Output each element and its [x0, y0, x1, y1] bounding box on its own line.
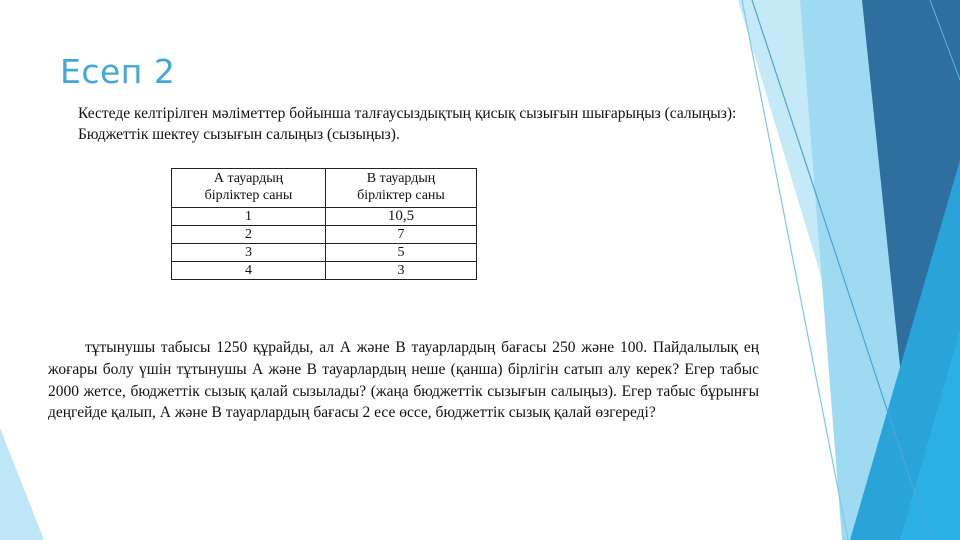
header-b-line1: В тауардың [366, 171, 436, 186]
intro-text [48, 103, 760, 145]
table-row [172, 244, 477, 262]
intro-line-2: Бюджеттік шектеу сызығын салыңыз (сызыңыз). [78, 126, 400, 143]
data-table [171, 168, 477, 280]
header-a-line1: А тауардың [213, 171, 284, 186]
slide-title: Есеп 2 [60, 52, 176, 91]
header-b-line2: бірліктер саны [357, 188, 445, 203]
table-cell-b: 5 [326, 244, 477, 262]
table-header-goods-b [326, 169, 477, 208]
left-accent-wedge [0, 428, 44, 540]
table-header-row [172, 169, 477, 208]
table-header-goods-a [172, 169, 326, 208]
table-row [172, 208, 477, 226]
problem-text: тұтынушы табысы 1250 құрайды, ал А және В тауарлардың бағасы 250 және 100. Пайдалылық ең жоғары болу үшін тұтынушы А және В тауарлардың неше (қанша) бірлігін сатып алу керек? Егер табыс 2000 жетсе, бюджеттік сызық қалай сызылады? (жаңа бюджеттік сызығын салыңыз). Егер табыс бұрынғы деңгейде қалып, А және В тауарлардың бағасы 2 есе өссе, бюджеттік сызық қалай өзгереді? [48, 339, 759, 422]
table-cell-a: 1 [172, 208, 326, 226]
table-row [172, 226, 477, 244]
table-cell-a: 3 [172, 244, 326, 262]
intro-line-1: Кестеде келтірілген мәліметтер бойынша талғаусыздықтың қисық сызығын шығарыңыз (салыңыз): [78, 105, 737, 122]
table-row [172, 262, 477, 280]
table-cell-a: 4 [172, 262, 326, 280]
table-cell-b: 10,5 [326, 208, 477, 226]
table-cell-a: 2 [172, 226, 326, 244]
table-cell-b: 3 [326, 262, 477, 280]
header-a-line2: бірліктер саны [204, 188, 293, 203]
table-cell-b: 7 [326, 226, 477, 244]
